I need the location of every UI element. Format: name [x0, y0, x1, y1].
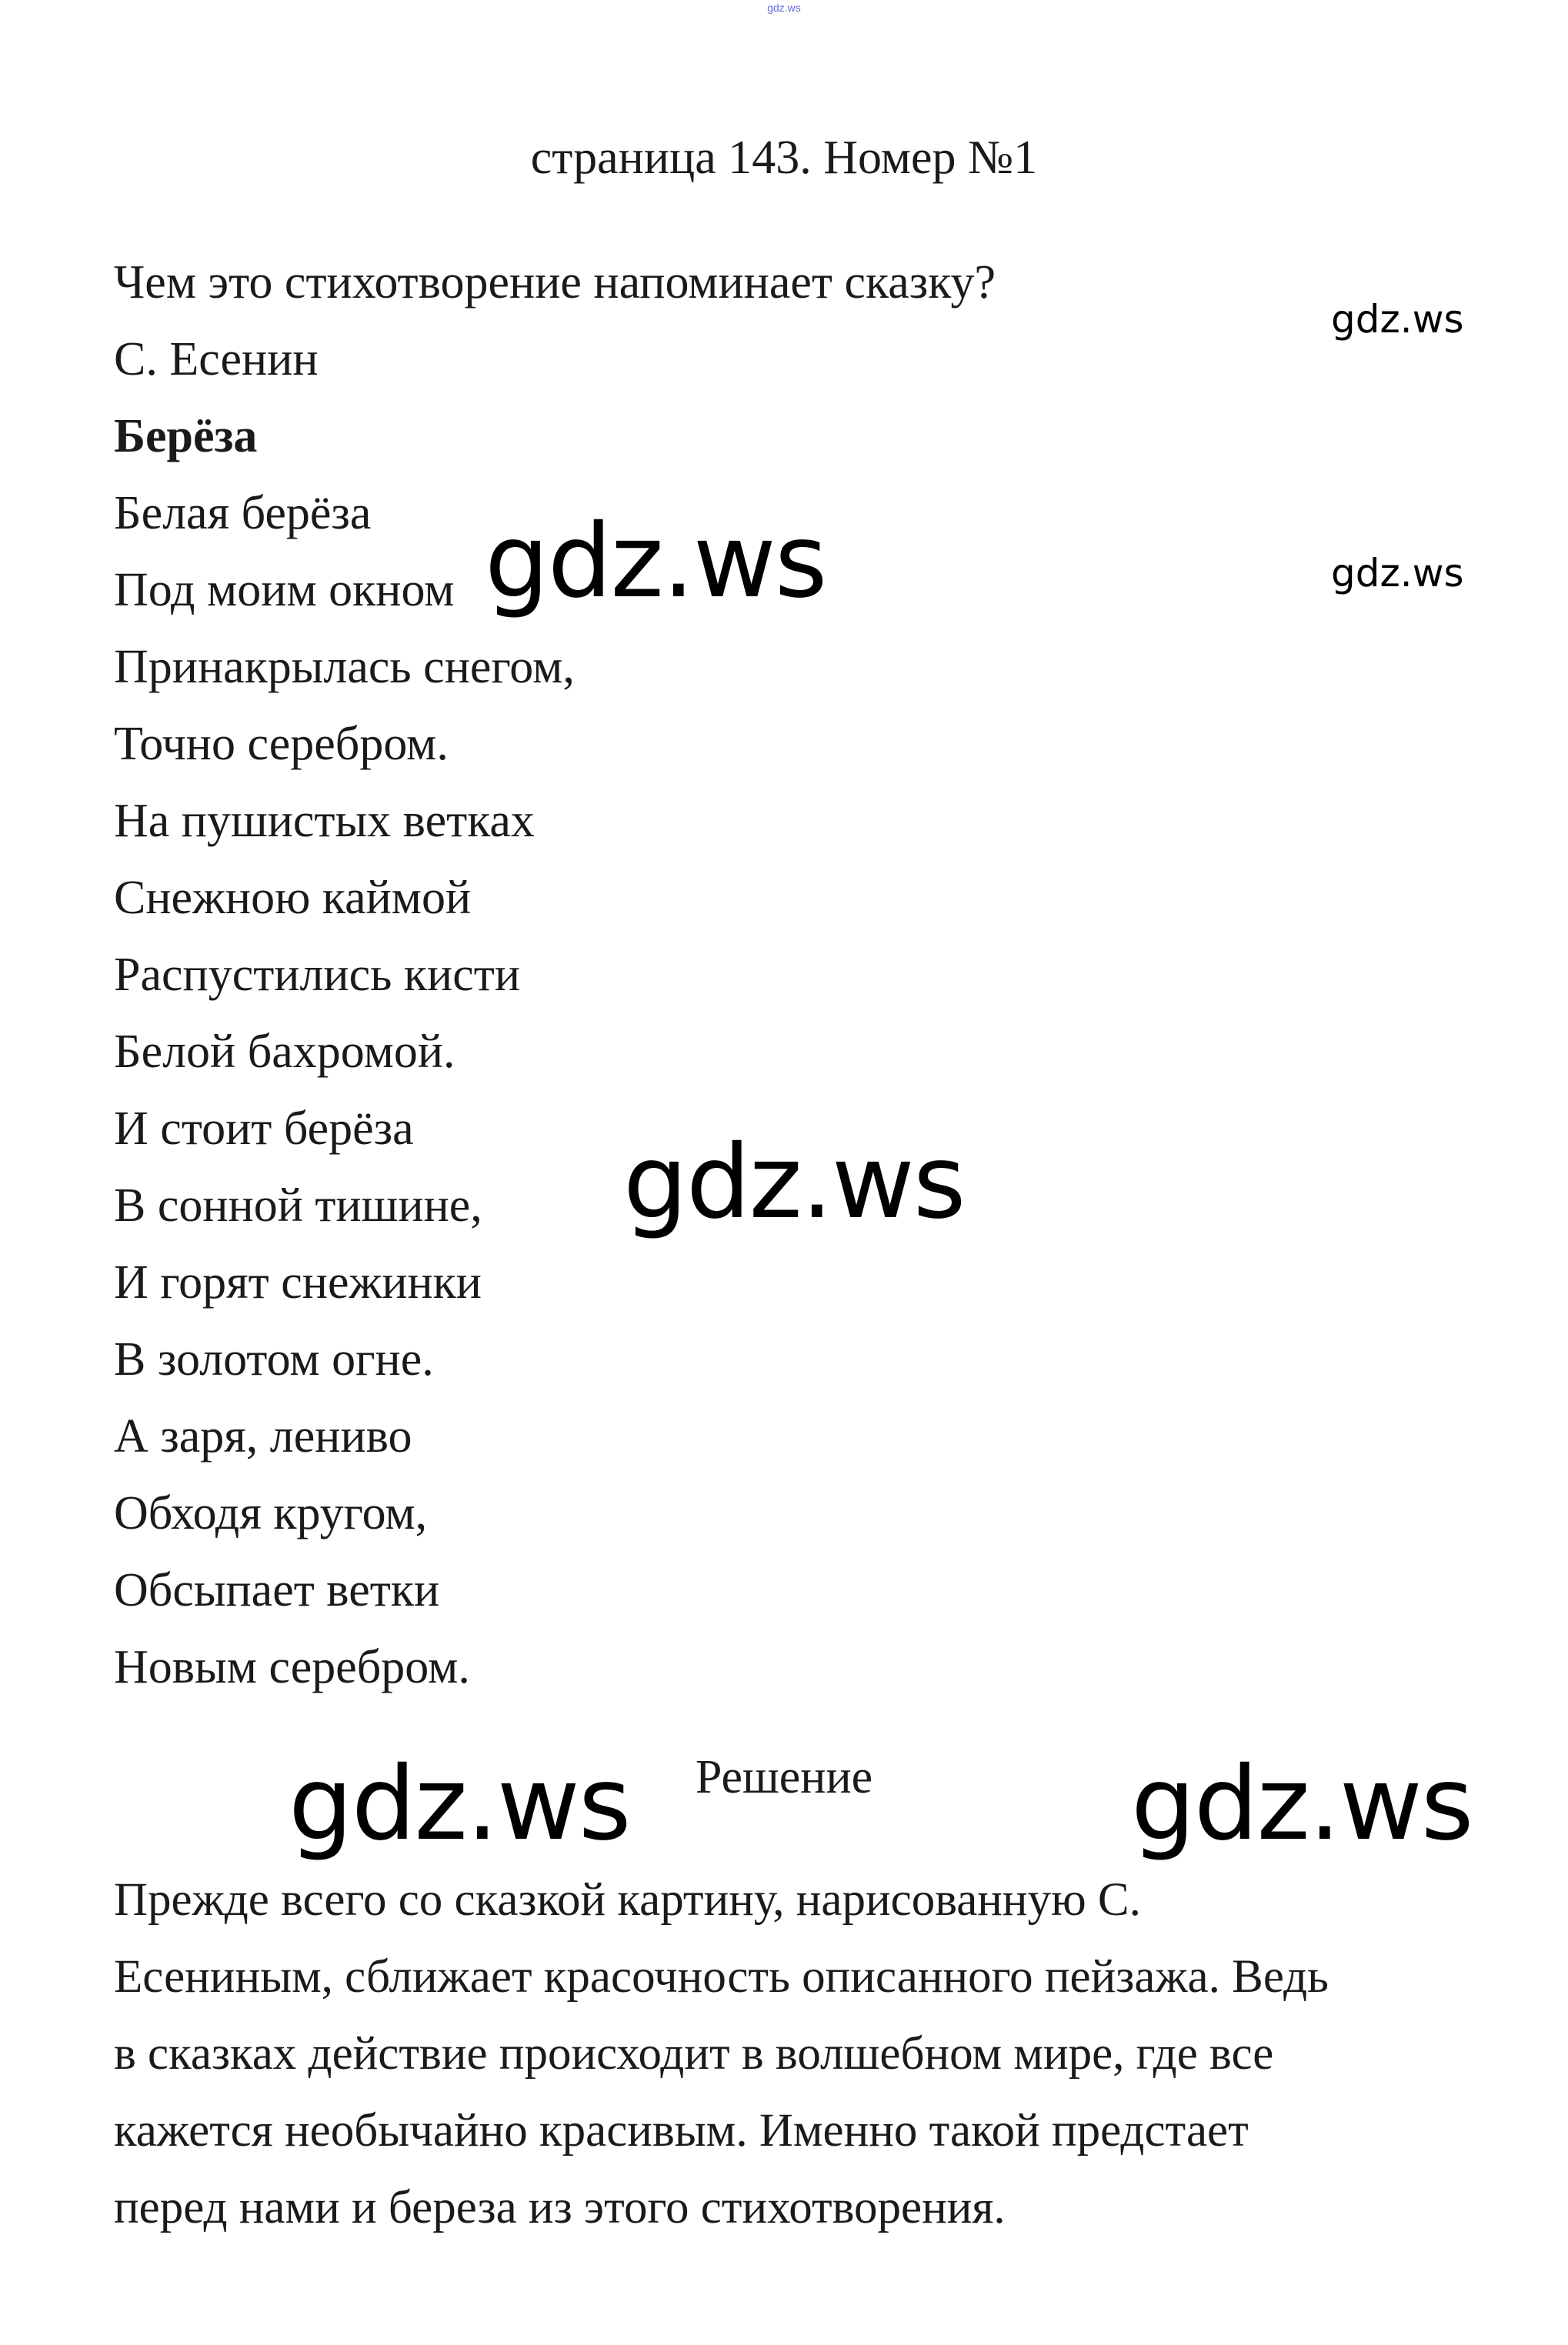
- poem-line: Под моим окном: [114, 564, 455, 616]
- watermark-large: gdz.ws: [485, 502, 826, 621]
- page-title: страница 143. Номер №1: [530, 132, 1038, 184]
- watermark-large: gdz.ws: [289, 1745, 630, 1863]
- solution-text: [114, 1862, 1483, 2247]
- watermark-large: gdz.ws: [1131, 1745, 1473, 1863]
- poem-line: Снежною каймой: [114, 872, 472, 924]
- poem-line: Обсыпает ветки: [114, 1564, 440, 1616]
- solution-line: Прежде всего со сказкой картину, нарисованную С.: [114, 1874, 1141, 1926]
- poem-line: И горят снежинки: [114, 1256, 482, 1309]
- watermark-small: gdz.ws: [1331, 551, 1464, 595]
- solution-line: кажется необычайно красивым. Именно такой предстает: [114, 2105, 1249, 2157]
- poem-line: А заря, лениво: [114, 1410, 412, 1463]
- poem-line: В золотом огне.: [114, 1333, 434, 1386]
- poem-line: Белой бахромой.: [114, 1026, 455, 1078]
- poem-line: Новым серебром.: [114, 1641, 470, 1693]
- watermark-small: gdz.ws: [1331, 297, 1464, 342]
- solution-heading: Решение: [695, 1751, 873, 1803]
- top-watermark: gdz.ws: [767, 2, 801, 14]
- poem-line: На пушистых ветках: [114, 795, 535, 847]
- solution-line: Есениным, сближает красочность описанного пейзажа. Ведь: [114, 1951, 1329, 2003]
- poem-line: Обходя кругом,: [114, 1487, 428, 1539]
- poem-line: Точно серебром.: [114, 718, 449, 770]
- poem-author: С. Есенин: [114, 333, 319, 385]
- poem-line: И стоит берёза: [114, 1102, 414, 1155]
- poem-line: Распустились кисти: [114, 949, 520, 1001]
- watermark-large: gdz.ws: [623, 1123, 965, 1242]
- solution-line: в сказках действие происходит в волшебном мире, где все: [114, 2028, 1274, 2080]
- solution-line: перед нами и береза из этого стихотворения.: [114, 2182, 1006, 2233]
- task-content: [114, 244, 1483, 1706]
- poem-line: Белая берёза: [114, 487, 372, 539]
- poem-line: В сонной тишине,: [114, 1179, 482, 1232]
- question-text: Чем это стихотворение напоминает сказку?: [114, 256, 996, 309]
- poem-title: Берёза: [114, 410, 258, 462]
- poem-line: Принакрылась снегом,: [114, 641, 575, 693]
